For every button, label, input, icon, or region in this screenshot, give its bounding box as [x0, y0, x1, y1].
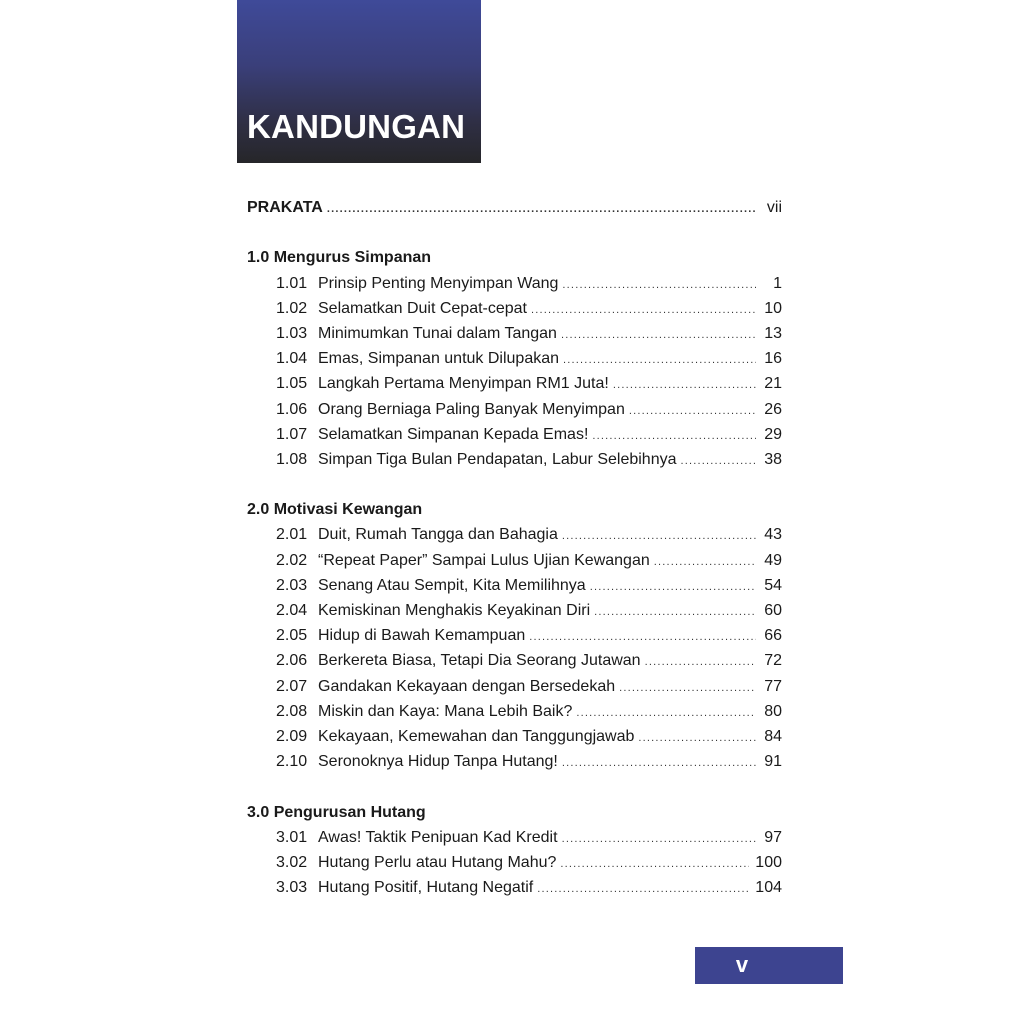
toc-entry-title: Awas! Taktik Penipuan Kad Kredit [318, 828, 558, 846]
dot-leader [537, 877, 749, 902]
toc-entry-title: PRAKATA [247, 199, 323, 216]
header-banner [237, 0, 481, 163]
toc-entry-number: 1.01 [276, 274, 308, 292]
toc-entry-title: Berkereta Biasa, Tetapi Dia Seorang Jutawan [318, 652, 641, 670]
dot-leader [680, 449, 756, 474]
toc-entry-page: 29 [764, 425, 782, 443]
dot-leader [629, 399, 756, 424]
dot-leader [592, 424, 756, 449]
toc-entry-page: 100 [755, 853, 782, 871]
toc-entry-title: Simpan Tiga Bulan Pendapatan, Labur Selebihnya [318, 450, 677, 468]
toc-entry-page: 43 [764, 526, 782, 544]
toc-entry-title: Senang Atau Sempit, Kita Memilihnya [318, 576, 586, 594]
toc-entry-page: 91 [764, 753, 782, 771]
toc-entry[interactable] [247, 371, 782, 396]
toc-entry-page: 13 [764, 324, 782, 342]
toc-entry-number: 2.05 [276, 627, 308, 645]
toc-entry-page: 84 [764, 727, 782, 745]
page-number: v [735, 952, 749, 977]
dot-leader [654, 550, 756, 575]
dot-leader [645, 650, 756, 675]
toc-entry-title: Gandakan Kekayaan dengan Bersedekah [318, 677, 616, 695]
toc-entry-title: Selamatkan Duit Cepat-cepat [318, 299, 527, 317]
toc-entry-number: 2.01 [276, 526, 308, 544]
toc-sections [247, 245, 782, 900]
toc-entry-page: 66 [764, 627, 782, 645]
toc-entry-title: Miskin dan Kaya: Mana Lebih Baik? [318, 702, 573, 720]
toc-entry-page: 26 [764, 400, 782, 418]
toc-entry-title: Kekayaan, Kemewahan dan Tanggungjawab [318, 727, 635, 745]
toc-entry-number: 1.06 [276, 400, 308, 418]
dot-leader [562, 524, 756, 549]
toc-entry-number: 2.10 [276, 753, 308, 771]
toc-entry-title: Emas, Simpanan untuk Dilupakan [318, 350, 560, 368]
toc-entry-title: Seronoknya Hidup Tanpa Hutang! [318, 753, 558, 771]
toc-section-title[interactable]: 2.0 Motivasi Kewangan [247, 501, 423, 519]
toc-entry[interactable] [247, 296, 782, 321]
toc-entry[interactable] [247, 724, 782, 749]
toc-entry-page: 80 [764, 702, 782, 720]
toc-entry-page: 54 [764, 576, 782, 594]
toc-entry-page: 72 [764, 652, 782, 670]
toc-entry-page: 97 [764, 828, 782, 846]
toc-entry[interactable] [247, 422, 782, 447]
toc-entry-number: 2.09 [276, 727, 308, 745]
toc-entry[interactable] [247, 850, 782, 875]
toc-entry-page: 77 [764, 677, 782, 695]
toc-entry-number: 2.03 [276, 576, 308, 594]
toc-entry[interactable] [247, 749, 782, 774]
toc-entry[interactable] [247, 522, 782, 547]
toc-entry-page: 60 [764, 602, 782, 619]
dot-leader [560, 852, 749, 877]
dot-leader [638, 726, 756, 751]
dot-leader [562, 751, 756, 776]
toc-entry[interactable] [247, 648, 782, 673]
toc-entry-number: 2.02 [276, 551, 308, 569]
toc-entry-page: 21 [764, 375, 782, 393]
toc-entry-number: 2.07 [276, 677, 308, 695]
toc-entry[interactable] [247, 699, 782, 724]
dot-leader [594, 600, 756, 625]
dot-leader [327, 197, 756, 222]
toc-entry[interactable] [247, 674, 782, 699]
toc-entry-number: 1.02 [276, 299, 308, 317]
toc-entry-title: Selamatkan Simpanan Kepada Emas! [318, 425, 589, 443]
toc-entry-page: 38 [764, 450, 782, 468]
toc-prakata[interactable] [247, 195, 782, 220]
dot-leader [613, 373, 756, 398]
toc-entry-number: 1.04 [276, 350, 308, 368]
toc-entry-title: Hutang Perlu atau Hutang Mahu? [318, 853, 557, 871]
toc-entry-number: 2.04 [276, 602, 308, 619]
dot-leader [561, 323, 756, 348]
dot-leader [562, 827, 756, 852]
toc-entry-title: Hutang Positif, Hutang Negatif [318, 879, 534, 897]
toc-entry-title: Orang Berniaga Paling Banyak Menyimpan [318, 400, 625, 418]
page-number-badge [695, 947, 843, 984]
toc-entry-title: Hidup di Bawah Kemampuan [318, 627, 526, 645]
dot-leader [576, 701, 756, 726]
dot-leader [590, 575, 756, 600]
toc-section-title[interactable]: 3.0 Pengurusan Hutang [247, 803, 426, 821]
toc-entry-title: Duit, Rumah Tangga dan Bahagia [318, 526, 558, 544]
toc-entry[interactable] [247, 598, 782, 623]
toc-entry[interactable] [247, 623, 782, 648]
dot-leader [531, 298, 756, 323]
toc-entry-page: 1 [773, 274, 782, 292]
dot-leader [619, 676, 756, 701]
toc-entry-title: Minimumkan Tunai dalam Tangan [318, 324, 557, 342]
toc-entry[interactable] [247, 825, 782, 850]
toc-entry-number: 3.03 [276, 879, 308, 897]
toc-entry-title: Langkah Pertama Menyimpan RM1 Juta! [318, 375, 609, 393]
toc-entry[interactable] [247, 573, 782, 598]
table-of-contents [247, 195, 782, 900]
toc-entry[interactable] [247, 548, 782, 573]
toc-entry[interactable] [247, 447, 782, 472]
toc-entry-title: Kemiskinan Menghakis Keyakinan Diri [318, 602, 591, 619]
dot-leader [563, 348, 756, 373]
toc-entry-page: 49 [764, 551, 782, 569]
toc-section-title[interactable]: 1.0 Mengurus Simpanan [247, 249, 432, 267]
page-title: KANDUNGAN [247, 108, 466, 145]
toc-entry-title: Prinsip Penting Menyimpan Wang [318, 274, 559, 292]
toc-entry[interactable] [247, 397, 782, 422]
toc-entry-number: 1.08 [276, 450, 308, 468]
toc-entry[interactable] [247, 271, 782, 296]
toc-entry-page: vii [766, 199, 782, 216]
toc-entry-number: 1.03 [276, 324, 308, 342]
toc-entry-number: 3.02 [276, 853, 308, 871]
toc-entry-page: 16 [764, 350, 782, 368]
toc-entry-number: 2.08 [276, 702, 308, 720]
dot-leader [562, 273, 756, 298]
toc-entry-number: 1.07 [276, 425, 308, 443]
toc-entry-title: “Repeat Paper” Sampai Lulus Ujian Kewangan [318, 551, 650, 569]
toc-entry-page: 10 [764, 299, 782, 317]
toc-entry-number: 1.05 [276, 375, 308, 393]
dot-leader [529, 625, 756, 650]
toc-entry-number: 3.01 [276, 828, 308, 846]
toc-entry-page: 104 [755, 879, 782, 897]
toc-entry[interactable] [247, 321, 782, 346]
toc-entry[interactable] [247, 346, 782, 371]
toc-entry[interactable] [247, 875, 782, 900]
toc-entry-number: 2.06 [276, 652, 308, 670]
